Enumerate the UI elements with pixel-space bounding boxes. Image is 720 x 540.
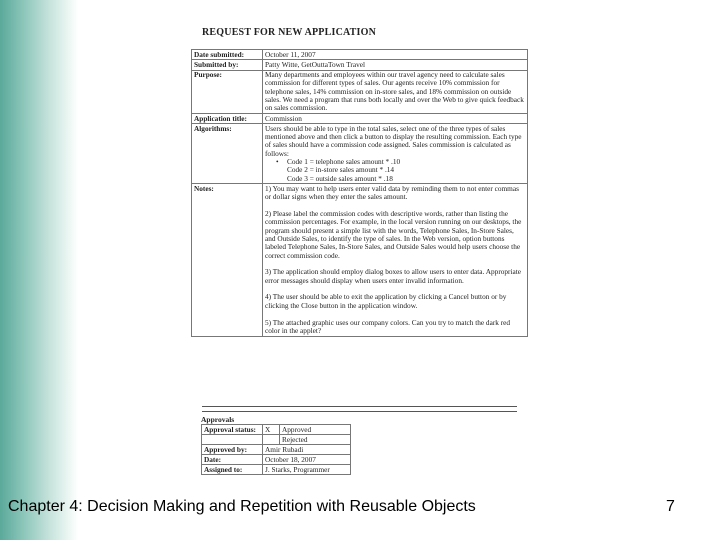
slide-page-number: 7 (666, 498, 675, 515)
approval-status-label: Approval status: (202, 425, 263, 435)
code-text: Code 1 = telephone sales amount * .10 (287, 157, 401, 167)
code-text: Code 2 = in-store sales amount * .14 (287, 165, 395, 175)
bullet-icon: • (276, 157, 279, 167)
submitted-by-value: Patty Witte, GetOuttaTown Travel (263, 60, 528, 70)
purpose-value: Many departments and employees within our travel agency need to calculate sales commission for different types of sales. Our agents receive 10% commission for telephone sales, 14% commission on in-store sales, and 18% commission on outside sales. We need a program that runs both locally and over the Web to give quick feedback on sales commission. (263, 70, 528, 113)
row-approval-rejected (202, 435, 351, 445)
note-item: 1) You may want to help users enter valid data by reminding them to not enter commas or dollar signs when they enter the sales amount. (265, 183, 519, 202)
date-submitted-value: October 11, 2007 (263, 50, 528, 60)
row-notes (192, 184, 528, 336)
empty-mark-cell (263, 435, 280, 445)
slide-side-band (0, 0, 78, 540)
assigned-to-label: Assigned to: (202, 465, 263, 475)
note-item: 5) The attached graphic uses our company colors. Can you try to match the dark red color in the applet? (265, 317, 511, 335)
approved-by-value: Amir Rubadi (263, 445, 351, 455)
request-document (185, 22, 535, 500)
row-application-title (192, 114, 528, 124)
row-approval-status (202, 425, 351, 435)
empty-cell (202, 435, 263, 445)
row-algorithms (192, 124, 528, 184)
approvals-heading: Approvals (201, 415, 235, 424)
row-purpose (192, 70, 528, 113)
slide-footer-caption: Chapter 4: Decision Making and Repetition with Reusable Objects (8, 498, 476, 515)
approvals-divider-bottom (202, 411, 517, 412)
request-table (191, 49, 528, 337)
row-date-submitted (192, 50, 528, 60)
approved-by-label: Approved by: (202, 445, 263, 455)
date-label: Date: (202, 455, 263, 465)
algorithms-label: Algorithms: (192, 124, 263, 184)
assigned-to-value: J. Starks, Programmer (263, 465, 351, 475)
note-item: 2) Please label the commission codes with descriptive words, rather than listing the commission percentages. For example, in the local version running on our desktops, the program should present a simple list with the words, Telephone Sales, In-Store Sales, and Outside Sales, to identify the type of sales. In the Web version, option buttons labeled Telephone Sales, In-Store Sales, and Outside Sales would help users choose the correct commission code. (265, 209, 522, 260)
note-item: 3) The application should employ dialog boxes to allow users to enter data. Appropriate error messages should display when users enter invalid information. (265, 267, 522, 285)
notes-label: Notes: (192, 184, 263, 336)
notes-value (263, 184, 528, 336)
row-date (202, 455, 351, 465)
approval-status-mark: X (263, 425, 280, 435)
date-value: October 18, 2007 (263, 455, 351, 465)
row-approved-by (202, 445, 351, 455)
row-submitted-by (192, 60, 528, 70)
approval-option-approved: Approved (280, 425, 351, 435)
approvals-table (201, 424, 351, 475)
code-item-3 (287, 175, 525, 183)
code-text: Code 3 = outside sales amount * .18 (287, 173, 393, 183)
document-title: REQUEST FOR NEW APPLICATION (202, 27, 377, 38)
purpose-label: Purpose: (192, 70, 263, 113)
algorithms-intro: Users should be able to type in the total sales, select one of the three types of sales mentioned above and then click a button to display the resulting commission. Each type of sales should have a commission code assigned. Sales commission is calculated as follows: (265, 123, 522, 158)
note-item: 4) The user should be able to exit the application by clicking a Cancel button or by clicking the Close button in the application window. (265, 292, 507, 310)
algorithms-value (263, 124, 528, 184)
approval-option-rejected: Rejected (280, 435, 351, 445)
application-title-value: Commission (263, 114, 528, 124)
submitted-by-label: Submitted by: (192, 60, 263, 70)
application-title-label: Application title: (192, 114, 263, 124)
date-submitted-label: Date submitted: (192, 50, 263, 60)
approvals-divider-top (202, 406, 517, 407)
commission-code-list (265, 158, 525, 183)
row-assigned-to (202, 465, 351, 475)
